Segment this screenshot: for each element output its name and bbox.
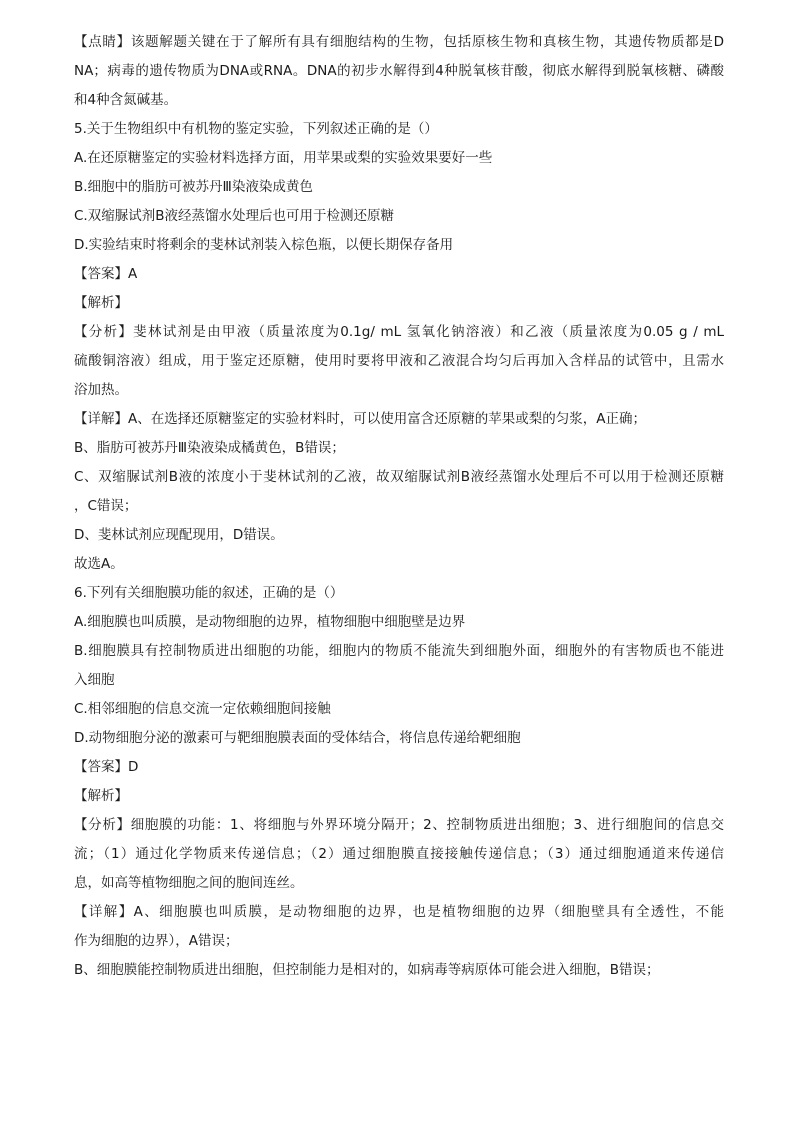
paragraph-q6-a [74,608,724,637]
text-line: B、细胞膜能控制物质进出细胞，但控制能力是相对的，如病毒等病原体可能会进入细胞，B错误； [74,962,660,978]
text-line: 入细胞 [74,672,115,688]
paragraph-q6-b [74,637,724,695]
paragraph-q6-c [74,695,724,724]
text-line: 【详解】A、细胞膜也叫质膜，是动物细胞的边界，也是植物细胞的边界（细胞壁具有全透性，不能 [74,904,724,920]
paragraph-q6-xiangjie-b [74,956,724,985]
paragraph-q5-jiexi [74,289,724,318]
paragraph-q5-answer [74,260,724,289]
paragraph-q5-xiangjie-c [74,463,724,521]
text-line: D.动物细胞分泌的激素可与靶细胞膜表面的受体结合，将信息传递给靶细胞 [74,730,521,746]
paragraph-q6-jiexi [74,782,724,811]
text-line: D、斐林试剂应现配现用，D错误。 [74,527,284,543]
paragraph-q5-fenxi [74,318,724,405]
text-line: C、双缩脲试剂B液的浓度小于斐林试剂的乙液，故双缩脲试剂B液经蒸馏水处理后不可以用于检测还原糖 [74,469,724,485]
paragraph-q6-answer [74,753,724,782]
text-line: B.细胞膜具有控制物质进出细胞的功能，细胞内的物质不能流失到细胞外面，细胞外的有害物质也不能进 [74,643,724,659]
text-line: 作为细胞的边界），A错误； [74,933,239,949]
text-line: 和4种含氮碱基。 [74,92,178,108]
paragraph-q5-b [74,173,724,202]
text-line: 【详解】A、在选择还原糖鉴定的实验材料时，可以使用富含还原糖的苹果或梨的匀浆，A正确； [74,411,646,427]
paragraph-q6-fenxi [74,811,724,898]
text-line: 6.下列有关细胞膜功能的叙述，正确的是（） [74,585,344,601]
text-line: 硫酸铜溶液）组成，用于鉴定还原糖，使用时要将甲液和乙液混合均匀后再加入含样品的试管中，且需水 [74,353,724,369]
text-line: 【点睛】该题解题关键在于了解所有具有细胞结构的生物，包括原核生物和真核生物，其遗传物质都是D [74,34,724,50]
text-line: 【答案】D [74,759,139,775]
text-line: A.细胞膜也叫质膜，是动物细胞的边界，植物细胞中细胞壁是边界 [74,614,466,630]
text-line: D.实验结束时将剩余的斐林试剂装入棕色瓶，以便长期保存备用 [74,237,454,253]
text-line: A.在还原糖鉴定的实验材料选择方面，用苹果或梨的实验效果要好一些 [74,150,493,166]
text-line: C.双缩脲试剂B液经蒸馏水处理后也可用于检测还原糖 [74,208,394,224]
text-line: 5.关于生物组织中有机物的鉴定实验，下列叙述正确的是（） [74,121,438,137]
text-line: 【解析】 [74,788,128,804]
text-line: 息，如高等植物细胞之间的胞间连丝。 [74,875,304,891]
paragraph-dianjing [74,28,724,115]
text-line: ，C错误； [74,498,138,514]
paragraph-q5-xiangjie-d [74,521,724,550]
paragraph-q5-c [74,202,724,231]
text-line: NA；病毒的遗传物质为DNA或RNA。DNA的初步水解得到4种脱氧核苷酸，彻底水解得到脱氧核糖、磷酸 [74,63,724,79]
paragraph-q5-xiangjie-a [74,405,724,434]
text-line: C.相邻细胞的信息交流一定依赖细胞间接触 [74,701,331,717]
text-line: 故选A。 [74,556,124,572]
text-line: 【分析】细胞膜的功能：1、将细胞与外界环境分隔开；2、控制物质进出细胞；3、进行细胞间的信息交 [74,817,724,833]
text-line: B.细胞中的脂肪可被苏丹Ⅲ染液染成黄色 [74,179,313,195]
paragraph-q5 [74,115,724,144]
paragraph-q5-xiangjie-b [74,434,724,463]
text-line: 【解析】 [74,295,128,311]
paragraph-q6-d [74,724,724,753]
document-page [74,28,724,985]
paragraph-q5-d [74,231,724,260]
paragraph-q5-a [74,144,724,173]
text-line: 【分析】斐林试剂是由甲液（质量浓度为0.1g/ mL 氢氧化钠溶液）和乙液（质量浓度为0.05 g / mL [74,324,724,340]
text-line: 流；（1）通过化学物质来传递信息；（2）通过细胞膜直接接触传递信息；（3）通过细胞通道来传递信 [74,846,724,862]
text-line: 浴加热。 [74,382,128,398]
paragraph-q6 [74,579,724,608]
paragraph-q6-xiangjie-a [74,898,724,956]
paragraph-q5-guxuan [74,550,724,579]
text-line: 【答案】A [74,266,138,282]
text-line: B、脂肪可被苏丹Ⅲ染液染成橘黄色，B错误； [74,440,345,456]
